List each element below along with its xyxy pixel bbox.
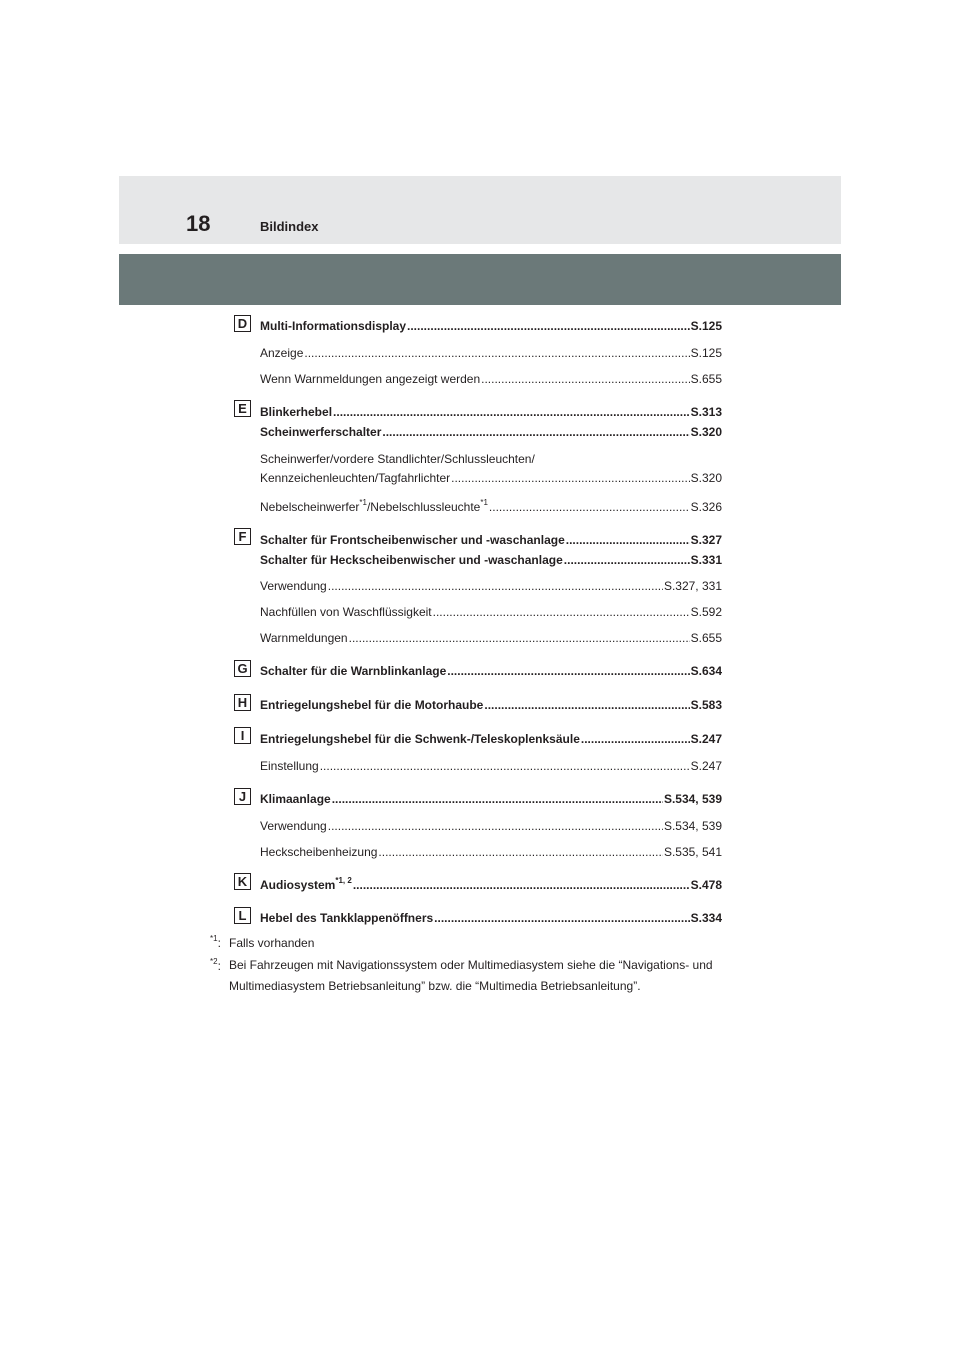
entry-page: S.320 [690, 425, 722, 439]
index-entry[interactable] [260, 552, 722, 568]
section-letter-f: F [234, 528, 251, 545]
footnote-ref: *1 [480, 498, 488, 507]
entry-label: Klimaanlage [260, 792, 331, 806]
entry-page: S.592 [690, 605, 722, 619]
section-letter-e: E [234, 400, 251, 417]
header-band [119, 176, 841, 244]
footnote-ref: *1, 2 [335, 876, 352, 885]
entry-label: Verwendung [260, 819, 327, 833]
index-entry[interactable] [260, 630, 722, 646]
entry-page: S.534, 539 [663, 819, 722, 833]
entry-page: S.331 [690, 553, 722, 567]
entry-label: Hebel des Tankklappenöffners [260, 911, 434, 925]
entry-label: Nachfüllen von Waschflüssigkeit [260, 605, 432, 619]
section-letter-l: L [234, 907, 251, 924]
entry-page: S.327, 331 [663, 579, 722, 593]
entry-label: Schalter für Frontscheibenwischer und -waschanlage [260, 533, 565, 547]
footnote-text: Bei Fahrzeugen mit Navigationssystem oder Multimediasystem siehe die “Navigations- und Multimediasystem Betriebsanleitung” bzw. die “Multimedia Betriebsanleitung”. [229, 958, 713, 993]
entry-label: Heckscheibenheizung [260, 845, 378, 859]
index-entry[interactable] [260, 371, 722, 387]
entry-label: Schalter für Heckscheibenwischer und -waschanlage [260, 553, 563, 567]
section-letter-j: J [234, 788, 251, 805]
index-entry[interactable] [260, 499, 722, 515]
entry-page: S.125 [690, 346, 722, 360]
footnote-text: Falls vorhanden [229, 936, 315, 950]
index-entry[interactable] [260, 818, 722, 834]
section-letter-d: D [234, 315, 251, 332]
index-entry[interactable] [260, 758, 722, 774]
index-entry[interactable] [260, 532, 722, 548]
index-entry[interactable] [260, 877, 722, 893]
entry-label: Scheinwerferschalter [260, 425, 382, 439]
entry-page: S.327 [690, 533, 722, 547]
entry-page: S.125 [690, 319, 722, 333]
entry-page: S.334 [690, 911, 722, 925]
footnote-ref: *1 [359, 498, 367, 507]
entry-page: S.583 [690, 698, 722, 712]
entry-page: S.534, 539 [663, 792, 722, 806]
entry-page: S.655 [690, 631, 722, 645]
index-entry[interactable] [260, 404, 722, 420]
entry-label: Nebelscheinwerfer$^{*1}$/Nebelschlussleuchte$^{*1}$ [260, 498, 488, 514]
entry-label: Entriegelungshebel für die Schwenk-/Teleskoplenksäule [260, 732, 580, 746]
entry-page: S.247 [690, 732, 722, 746]
entry-label: Multi-Informationsdisplay [260, 319, 407, 333]
index-entry[interactable] [260, 578, 722, 594]
entry-page: S.478 [690, 878, 722, 892]
section-letter-g: G [234, 660, 251, 677]
entry-page: S.320 [690, 471, 722, 485]
entry-page: S.313 [690, 405, 722, 419]
index-entry[interactable] [260, 424, 722, 440]
section-band [119, 254, 841, 305]
page-number: 18 [186, 211, 211, 236]
page-title: Bildindex [260, 219, 319, 234]
entry-page: S.326 [690, 500, 722, 514]
entry-label: Anzeige [260, 346, 304, 360]
index-entry[interactable] [260, 844, 722, 860]
section-letter-k: K [234, 873, 251, 890]
entry-label: Audiosystem$^{*1, 2}$ [260, 876, 352, 892]
index-entry[interactable] [260, 663, 722, 679]
entry-label: Warnmeldungen [260, 631, 348, 645]
entry-page: S.655 [690, 372, 722, 386]
index-entry[interactable] [260, 470, 722, 486]
entry-page: S.535, 541 [663, 845, 722, 859]
index-entry[interactable] [260, 318, 722, 334]
footnote-marker: $^{*2}$: [210, 957, 221, 973]
index-entry[interactable] [260, 731, 722, 747]
entry-label: Blinkerhebel [260, 405, 333, 419]
entry-label: Verwendung [260, 579, 327, 593]
entry-page: S.634 [690, 664, 722, 678]
entry-label: Kennzeichenleuchten/Tagfahrlichter [260, 471, 451, 485]
section-letter-h: H [234, 694, 251, 711]
index-entry[interactable] [260, 697, 722, 713]
entry-label: Wenn Warnmeldungen angezeigt werden [260, 372, 481, 386]
footnote-marker: $^{*1}$: [210, 934, 221, 950]
entry-page: S.247 [690, 759, 722, 773]
index-entry[interactable] [260, 791, 722, 807]
entry-label: Schalter für die Warnblinkanlage [260, 664, 447, 678]
index-entry[interactable] [260, 910, 722, 926]
entry-label: Entriegelungshebel für die Motorhaube [260, 698, 484, 712]
entry-label: Einstellung [260, 759, 319, 773]
entry-label-line1: Scheinwerfer/vordere Standlichter/Schlussleuchten/ [260, 452, 535, 466]
section-letter-i: I [234, 727, 251, 744]
index-entry[interactable] [260, 345, 722, 361]
index-entry[interactable] [260, 604, 722, 620]
